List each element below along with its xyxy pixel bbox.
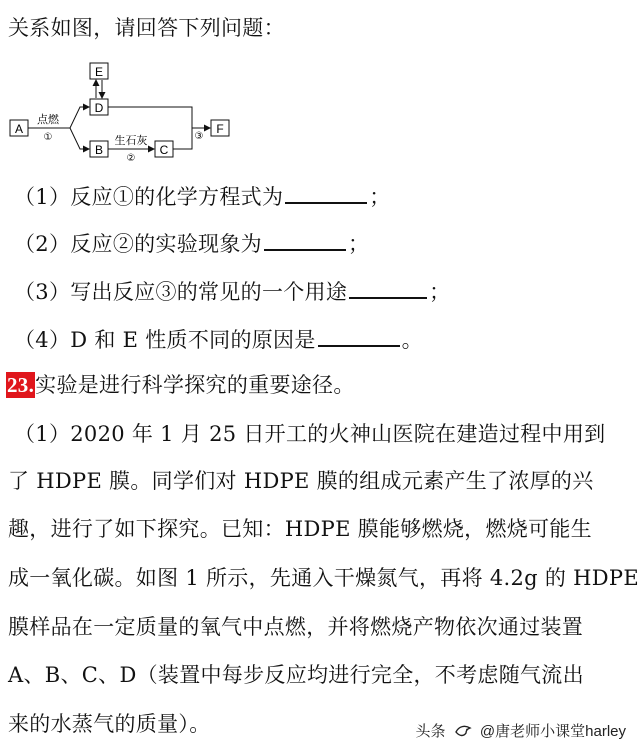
edge-D-F: [108, 107, 192, 128]
answer-blank-4[interactable]: [318, 325, 400, 347]
q23-line-4: 成一氧化碳。如图 1 所示，先通入干燥氮气，再将 4.2g 的 HDPE: [8, 566, 639, 590]
label-r1-bottom: ①: [43, 132, 53, 143]
question-3: （3）写出反应③的常见的一个用途 ；: [14, 277, 450, 306]
svg-text:A: A: [14, 122, 24, 136]
intro-text: 关系如图，请回答下列问题：: [8, 16, 285, 40]
q23-line-6: A、B、C、D（装置中每步反应均进行完全，不考虑随气流出: [8, 663, 584, 687]
svg-text:F: F: [216, 122, 224, 136]
svg-text:D: D: [94, 101, 104, 115]
question-1: （1）反应①的化学方程式为 ；: [14, 182, 391, 211]
q23-line-2: 了 HDPE 膜。同学们对 HDPE 膜的组成元素产生了浓厚的兴: [8, 469, 594, 493]
q23-line-3: 趣，进行了如下探究。已知：HDPE 膜能够燃烧，燃烧可能生: [8, 517, 592, 541]
answer-blank-1[interactable]: [285, 182, 367, 204]
reaction-flow-diagram: [0, 58, 260, 168]
label-r1-top: 点燃: [37, 114, 59, 126]
label-r2-top: 生石灰: [114, 135, 148, 147]
question-2: （2）反应②的实验现象为 ；: [14, 229, 369, 258]
question-4: （4）D 和 E 性质不同的原因是 。: [14, 325, 423, 354]
watermark: [416, 720, 626, 741]
edge-C-F: [173, 128, 192, 149]
question-number-badge: 23.: [7, 373, 35, 397]
question-23-title: 实验是进行科学探究的重要途径。: [35, 373, 355, 397]
node-A: [10, 120, 28, 136]
label-r3: ③: [194, 131, 204, 142]
node-D: [90, 99, 108, 115]
node-B: [90, 141, 108, 157]
q23-line-1: （1）2020 年 1 月 25 日开工的火神山医院在建造过程中用到: [14, 422, 606, 446]
edge-to-B: [70, 128, 89, 149]
edge-to-D: [70, 107, 89, 128]
node-C: [155, 141, 173, 157]
watermark-source: 头条: [415, 723, 446, 740]
answer-blank-3[interactable]: [349, 277, 427, 299]
bird-logo-icon: [454, 723, 472, 739]
svg-text:E: E: [94, 65, 104, 79]
svg-text:B: B: [94, 143, 104, 157]
watermark-handle: @唐老师小课堂harley: [479, 723, 626, 740]
label-r2-bottom: ②: [126, 153, 136, 164]
q23-line-7: 来的水蒸气的质量）。: [8, 712, 211, 736]
node-F: [211, 120, 229, 136]
svg-text:C: C: [159, 143, 169, 157]
q23-line-5: 膜样品在一定质量的氧气中点燃，并将燃烧产物依次通过装置: [8, 615, 584, 639]
answer-blank-2[interactable]: [264, 229, 346, 251]
question-23-heading: [6, 371, 355, 399]
node-E: [90, 63, 108, 79]
